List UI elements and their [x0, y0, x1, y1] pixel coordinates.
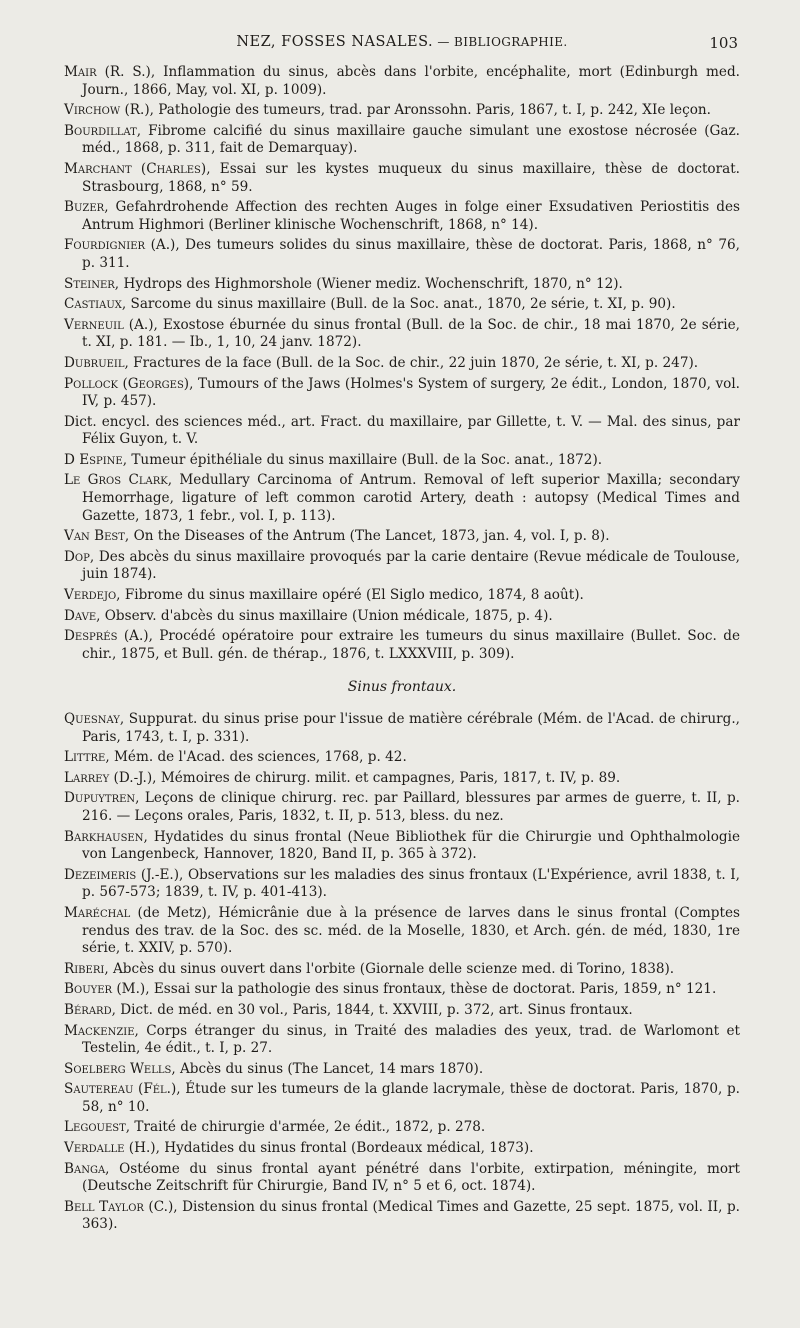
entry-text: Mémoires de chirurg. milit. et campagnes, Paris, 1817, t. IV, p. 89. — [156, 769, 621, 786]
entry-text: Pathologie des tumeurs, trad. par Aronssohn. Paris, 1867, t. I, p. 242, XIe leçon. — [153, 102, 711, 119]
section-heading: Sinus frontaux. — [347, 679, 457, 696]
bibliography-entry — [64, 981, 740, 999]
bibliography-entry — [64, 1119, 740, 1137]
entry-text: Dict. de méd. en 30 vol., Paris, 1844, t. XXVIII, p. 372, art. Sinus frontaux. — [115, 1001, 633, 1018]
bibliography-list-maxillary — [64, 64, 740, 663]
bibliography-entry — [64, 123, 740, 158]
entry-author: Maréchal — [64, 904, 131, 921]
entry-author: Marchant (Charles), — [64, 160, 211, 177]
entry-text: Suppurat. du sinus prise pour l'issue de matière cérébrale (Mém. de l'Acad. de chirurg., Paris, 1743, t. I, p. 331). — [82, 711, 740, 745]
entry-text: Hydatides du sinus frontal (Bordeaux médical, 1873). — [159, 1140, 534, 1157]
bibliography-entry — [64, 296, 740, 314]
entry-author: Bérard, — [64, 1001, 116, 1018]
entry-author: Sautereau (Fél.), — [64, 1081, 181, 1098]
entry-author: Bell Taylor (C.), — [64, 1198, 178, 1215]
entry-author: Mackenzie, — [64, 1022, 139, 1039]
entry-author: Dop, — [64, 548, 95, 565]
entry-author: Després (A.), — [64, 628, 153, 645]
entry-author: Van Best, — [64, 528, 130, 545]
running-title — [64, 34, 740, 50]
entry-text: Ostéome du sinus frontal ayant pénétré dans l'orbite, extirpation, méningite, mort (Deutsche Zeitschrift für Chirurgie, Band IV, n° 5 et 6, oct. 1874). — [82, 1160, 740, 1195]
bibliography-entry — [64, 1199, 740, 1234]
entry-author: Bourdillat, — [64, 122, 142, 139]
running-title-sub: — BIBLIOGRAPHIE. — [433, 35, 568, 49]
entry-author: Dave, — [64, 607, 101, 624]
entry-text: Gefahrdrohende Affection des rechten Auges in folge einer Exsudativen Periostitis des Antrum Highmori (Berliner klinische Wochenschrift, 1868, n° 14). — [82, 199, 740, 233]
entry-text: Procédé opératoire pour extraire les tumeurs du sinus maxillaire (Bullet. Soc. de chir., 1875, et Bull. gén. de thérap., 1876, t. LXXXVIII, p. 309). — [82, 628, 740, 662]
bibliography-entry — [64, 199, 740, 234]
entry-text: Fibrome calcifié du sinus maxillaire gauche simulant une exostose nécrosée (Gaz. méd., 1868, p. 311, fait de Demarquay). — [82, 122, 740, 157]
entry-text: Des abcès du sinus maxillaire provoqués par la carie dentaire (Revue médicale de Toulouse, juin 1874). — [82, 548, 740, 583]
bibliography-entry — [64, 711, 740, 746]
entry-author: Buzer, — [64, 199, 109, 216]
entry-author: Steiner, — [64, 275, 120, 292]
entry-author: Barkhausen, — [64, 828, 148, 845]
entry-author: Dezeimeris (J.-E.), — [64, 866, 184, 883]
entry-text: Leçons de clinique chirurg. rec. par Paillard, blessures par armes de guerre, t. II, p. 216. — Leçons orales, Paris, 1832, t. II, p. 513, bless. du nez. — [82, 790, 740, 824]
bibliography-entry — [64, 867, 740, 902]
entry-text: Corps étranger du sinus, in Traité des maladies des yeux, trad. de Warlomont et Testelin, 4e édit., t. I, p. 27. — [82, 1022, 740, 1057]
bibliography-entry — [64, 317, 740, 352]
running-header — [64, 34, 740, 54]
bibliography-entry — [64, 237, 740, 272]
bibliography-entry — [64, 64, 740, 99]
entry-author: Castiaux, — [64, 296, 127, 313]
bibliography-entry — [64, 1081, 740, 1116]
entry-text: Distension du sinus frontal (Medical Times and Gazette, 25 sept. 1875, vol. II, p. 363). — [82, 1198, 740, 1233]
entry-author: Riberi, — [64, 960, 109, 977]
entry-author: Pollock (Georges), — [64, 375, 194, 392]
bibliography-entry — [64, 1161, 740, 1196]
bibliography-entry — [64, 549, 740, 584]
entry-author: Dubrueil, — [64, 354, 129, 371]
entry-author: Soelberg Wells, — [64, 1060, 176, 1077]
bibliography-entry — [64, 1061, 740, 1079]
running-title-main: NEZ, FOSSES NASALES. — [236, 34, 434, 50]
entry-text: Observations sur les maladies des sinus frontaux (L'Expérience, avril 1838, t. I, p. 567-573; 1839, t. IV, p. 401-413). — [82, 866, 740, 901]
entry-text: Mém. de l'Acad. des sciences, 1768, p. 42. — [109, 749, 407, 766]
bibliography-entry — [64, 355, 740, 373]
entry-text: Essai sur la pathologie des sinus frontaux, thèse de doctorat. Paris, 1859, n° 121. — [149, 981, 717, 998]
bibliography-entry — [64, 161, 740, 196]
entry-text: Observ. d'abcès du sinus maxillaire (Union médicale, 1875, p. 4). — [100, 607, 553, 624]
bibliography-entry — [64, 829, 740, 864]
entry-text: Tumours of the Jaws (Holmes's System of surgery, 2e édit., London, 1870, vol. IV, p. 457). — [82, 375, 740, 410]
entry-text: Étude sur les tumeurs de la glande lacrymale, thèse de doctorat. Paris, 1870, p. 58, n° 10. — [82, 1081, 741, 1115]
entry-author: Bouyer (M.), — [64, 981, 150, 998]
entry-author: Legouest, — [64, 1119, 131, 1136]
bibliography-entry — [64, 770, 740, 788]
entry-text: Hydrops des Highmorshole (Wiener mediz. Wochenschrift, 1870, n° 12). — [119, 275, 623, 292]
bibliography-entry — [64, 1002, 740, 1020]
bibliography-entry — [64, 587, 740, 605]
entry-text: Inflammation du sinus, abcès dans l'orbite, encéphalite, mort (Edinburgh med. Journ., 1866, May, vol. XI, p. 1009). — [82, 64, 740, 98]
entry-text: Exostose éburnée du sinus frontal (Bull. de la Soc. de chir., 18 mai 1870, 2e série, t. XI, p. 181. — Ib., 1, 10, 24 janv. 1872). — [82, 316, 740, 351]
bibliography-entry — [64, 102, 740, 120]
bibliography-entry — [64, 528, 740, 546]
entry-text: Essai sur les kystes muqueux du sinus maxillaire, thèse de doctorat. Strasbourg, 1868, n° 59. — [82, 160, 740, 195]
entry-author: Mair (R. S.), — [64, 64, 156, 80]
entry-author: D Espine, — [64, 451, 128, 468]
bibliography-entry — [64, 452, 740, 470]
bibliography-entry — [64, 608, 740, 626]
entry-text: Traité de chirurgie d'armée, 2e édit., 1872, p. 278. — [130, 1119, 486, 1136]
bibliography-entry — [64, 749, 740, 767]
entry-text: Dict. encycl. des sciences méd., art. Fract. du maxillaire, par Gillette, t. V. — Mal. des sinus, par Félix Guyon, t. V. — [64, 413, 740, 448]
entry-text: Fibrome du sinus maxillaire opéré (El Siglo medico, 1874, 8 août). — [120, 587, 584, 604]
entry-text: Abcès du sinus (The Lancet, 14 mars 1870). — [175, 1060, 484, 1077]
entry-text: Sarcome du sinus maxillaire (Bull. de la Soc. anat., 1870, 2e série, t. XI, p. 90). — [126, 296, 676, 313]
entry-text: Des tumeurs solides du sinus maxillaire, thèse de doctorat. Paris, 1868, n° 76, p. 311. — [82, 237, 740, 271]
bibliography-entry — [64, 472, 740, 525]
bibliography-list-frontal — [64, 711, 740, 1234]
bibliography-entry — [64, 1023, 740, 1058]
bibliography — [64, 64, 740, 1237]
page-number: 103 — [709, 34, 738, 52]
entry-text: Medullary Carcinoma of Antrum. Removal of left superior Maxilla; secondary Hemorrhage, ligature of left common carotid Artery, death : autopsy (Medical Times and Gazette, 1873, 1 febr., vol. I, p. 113). — [82, 472, 740, 524]
bibliography-entry — [64, 905, 740, 958]
entry-author: Quesnay, — [64, 711, 125, 727]
entry-author: Littre, — [64, 749, 110, 766]
entry-text: Hydatides du sinus frontal (Neue Bibliothek für die Chirurgie und Ophthalmologie von Langenbeck, Hannover, 1820, Band II, p. 365 à 372). — [82, 828, 740, 863]
bibliography-entry — [64, 628, 740, 663]
bibliography-entry — [64, 1140, 740, 1158]
bibliography-entry — [64, 790, 740, 825]
entry-author: Verneuil (A.), — [64, 316, 158, 333]
entry-author: Banga, — [64, 1160, 110, 1177]
bibliography-entry — [64, 276, 740, 294]
entry-text: Fractures de la face (Bull. de la Soc. de chir., 22 juin 1870, 2e série, t. XI, p. 247). — [128, 354, 699, 371]
bibliography-entry — [64, 961, 740, 979]
entry-text: Abcès du sinus ouvert dans l'orbite (Giornale delle scienze med. di Torino, 1838). — [108, 960, 675, 977]
entry-author: Verdejo, — [64, 587, 121, 604]
bibliography-entry — [64, 414, 740, 449]
entry-text: Tumeur épithéliale du sinus maxillaire (Bull. de la Soc. anat., 1872). — [127, 451, 603, 468]
entry-author: Verdalle (H.), — [64, 1140, 160, 1157]
bibliography-entry — [64, 376, 740, 411]
entry-author: Le Gros Clark, — [64, 472, 173, 489]
entry-text: (de Metz), Hémicrânie due à la présence de larves dans le sinus frontal (Comptes rendus des trav. de la Soc. des sc. méd. de la Moselle, 1830, et Arch. gén. de méd, 1830, 1re série, t. XXIV, p. 570). — [82, 904, 740, 957]
entry-author: Fourdignier (A.), — [64, 237, 180, 254]
entry-author: Larrey (D.-J.), — [64, 769, 157, 786]
entry-text: On the Diseases of the Antrum (The Lancet, 1873, jan. 4, vol. I, p. 8). — [129, 528, 610, 545]
entry-author: Virchow (R.), — [64, 102, 154, 119]
entry-author: Dupuytren, — [64, 790, 140, 807]
